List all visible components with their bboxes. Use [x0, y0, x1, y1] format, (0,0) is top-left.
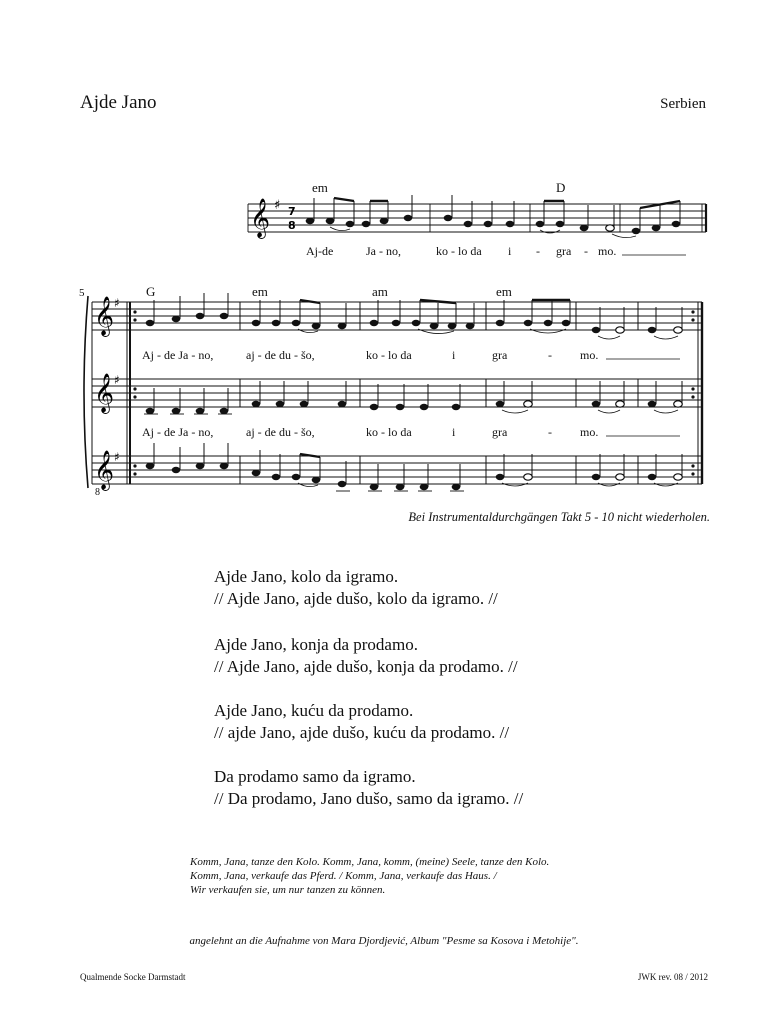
lyric-syllable: mo. [598, 244, 617, 258]
verse-1 [214, 566, 498, 610]
extender-lines [606, 255, 686, 436]
translation-line: Komm, Jana, tanze den Kolo. Komm, Jana, komm, (meine) Seele, tanze den Kolo. [190, 856, 550, 868]
time-sig-top: 7 [288, 205, 296, 218]
verse-line: Ajde Jano, kolo da igramo. [214, 567, 399, 586]
lyric-syllable: Ja - no, [366, 244, 401, 258]
recording-credit: angelehnt an die Aufnahme von Mara Djordjević, Album "Pesme sa Kosova i Metohije". [189, 935, 579, 947]
translation-line: Wir verkaufen sie, um nur tanzen zu können. [190, 884, 386, 896]
time-sig-bottom: 8 [288, 219, 296, 232]
sharp-icon: ♯ [114, 450, 120, 464]
verse-line: Da prodamo samo da igramo. [214, 767, 416, 786]
lyric-syllable: mo. [580, 425, 599, 439]
chord-symbol: em [252, 284, 268, 299]
treble-clef-icon: 𝄞 [250, 198, 271, 238]
lyric-syllable: i [508, 244, 512, 258]
staff-lines-system1 [248, 204, 706, 232]
brace [84, 296, 88, 488]
lyric-syllable: gra [492, 348, 508, 362]
clef-octave-marker: 8 [95, 487, 100, 498]
treble-clef-8vb-icon: 𝄞 [94, 450, 115, 490]
verse-4 [214, 766, 523, 810]
verse-line: Ajde Jano, konja da prodamo. [214, 635, 418, 654]
lyric-syllable: gra [492, 425, 508, 439]
lyric-syllable: Aj-de [306, 244, 334, 258]
verse-line: // ajde Jano, ajde dušo, kuću da prodamo. // [214, 723, 510, 742]
lyric-syllable: - [584, 244, 588, 258]
chord-symbol: em [312, 180, 328, 195]
verse-line: // Da prodamo, Jano dušo, samo da igramo. // [214, 789, 524, 808]
translation [190, 855, 549, 897]
translation-line: Komm, Jana, verkaufe das Pferd. / Komm, Jana, verkaufe das Haus. / [190, 870, 497, 882]
lyric-syllable: ko - lo da [436, 244, 482, 258]
lyric-syllable: ko - lo da [366, 348, 412, 362]
verse-line: Ajde Jano, kuću da prodamo. [214, 701, 414, 720]
chord-symbol: am [372, 284, 388, 299]
verse-line: // Ajde Jano, ajde dušo, kolo da igramo. // [214, 589, 498, 608]
chord-symbol: D [556, 180, 566, 195]
footer-revision: JWK rev. 08 / 2012 [637, 972, 708, 982]
footer-publisher: Qualmende Socke Darmstadt [80, 972, 186, 982]
notes-staff2 [146, 401, 683, 414]
lyric-syllable: aj - de du - šo, [246, 425, 315, 439]
verse-3 [214, 700, 509, 744]
chord-symbol: G [146, 284, 156, 299]
verse-2 [214, 634, 518, 678]
song-title: Ajde Jano [80, 92, 157, 113]
sharp-icon: ♯ [114, 373, 120, 387]
staff-lines-system2 [92, 302, 702, 484]
lyric-syllable: i [452, 425, 456, 439]
song-origin: Serbien [660, 96, 706, 112]
lyric-syllable: - [536, 244, 540, 258]
chord-symbol: em [496, 284, 512, 299]
verse-line: // Ajde Jano, ajde dušo, konja da prodamo. // [214, 657, 518, 676]
treble-clef-icon: 𝄞 [94, 296, 115, 336]
lyric-syllable: gra [556, 244, 572, 258]
lyric-syllable: Aj - de Ja - no, [142, 348, 214, 362]
lyric-syllable: Aj - de Ja - no, [142, 425, 214, 439]
sharp-icon: ♯ [274, 198, 281, 213]
treble-clef-icon: 𝄞 [94, 373, 115, 413]
sharp-icon: ♯ [114, 296, 120, 310]
measure-number: 5 [79, 287, 85, 299]
lyric-syllable: aj - de du - šo, [246, 348, 315, 362]
lyric-syllable: i [452, 348, 456, 362]
lyric-syllable: - [548, 425, 552, 439]
lyric-syllable: ko - lo da [366, 425, 412, 439]
instrument-note: Bei Instrumentaldurchgängen Takt 5 - 10 nicht wiederholen. [408, 510, 710, 524]
notes-staff3 [146, 463, 683, 490]
lyric-syllable: - [548, 348, 552, 362]
lyric-syllable: mo. [580, 348, 599, 362]
